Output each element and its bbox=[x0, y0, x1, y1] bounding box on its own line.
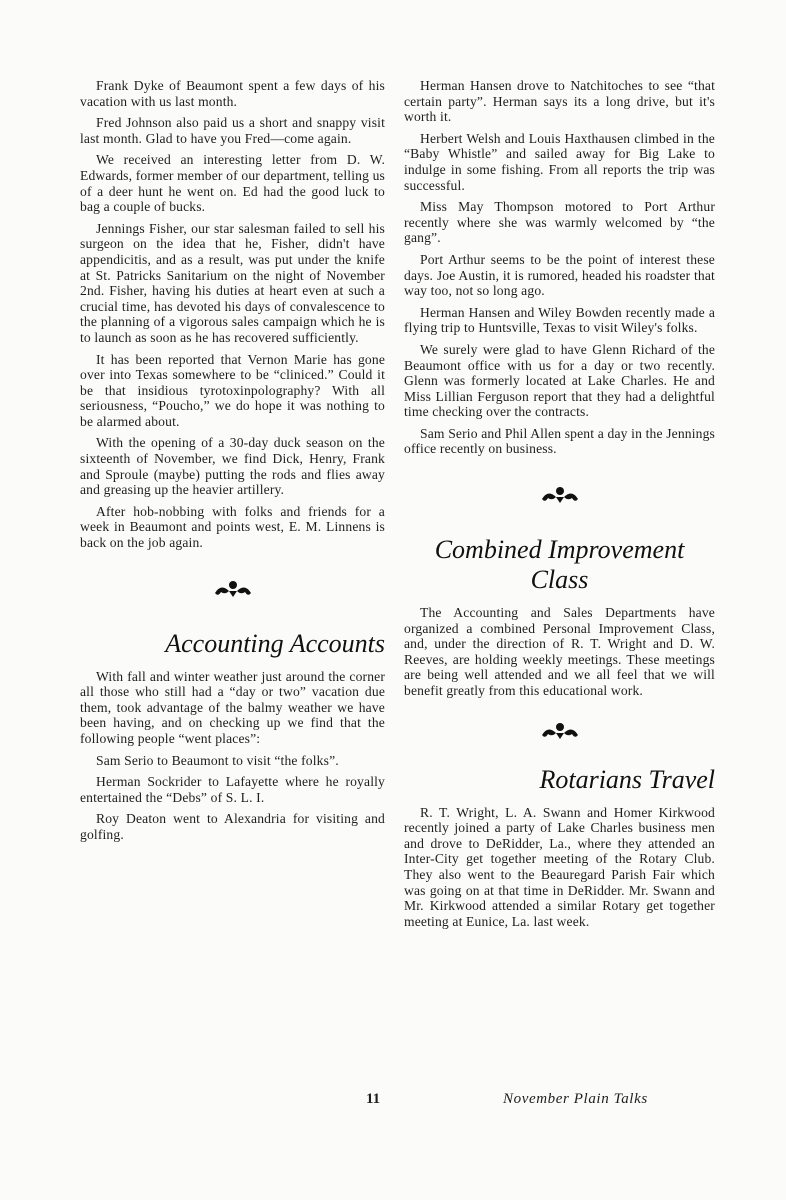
page-number: 11 bbox=[366, 1091, 381, 1107]
paragraph: After hob-nobbing with folks and friends for a week in Beaumont and points west, E. M. Linnens is back on the job again. bbox=[80, 503, 385, 551]
publication-title: November Plain Talks bbox=[503, 1091, 648, 1107]
accounting-accounts-article bbox=[80, 669, 385, 849]
paragraph: We surely were glad to have Glenn Richard of the Beaumont office with us for a day or two recently. Glenn was formerly located at Lake Charles. He and Miss Lillian Ferguson report that they had a delightful time checking over the contracts. bbox=[404, 341, 715, 420]
section-heading-rotarians-travel: Rotarians Travel bbox=[539, 764, 715, 794]
paragraph: Fred Johnson also paid us a short and snappy visit last month. Glad to have you Fred—come again. bbox=[80, 115, 385, 146]
section-heading-combined-improvement-class: Combined Improvement Class bbox=[434, 535, 685, 595]
paragraph: R. T. Wright, L. A. Swann and Homer Kirkwood recently joined a party of Lake Charles business men and drove to DeRidder, La., where they attended an Inter-City get together meeting of the Rotary Club. They also went to the Beauregard Parish Fair which was going on at that time in DeRidder. Mr. Swann and Mr. Kirkwood attended a similar Rotary get together meeting at Eunice, La. last week. bbox=[404, 804, 715, 929]
paragraph: Frank Dyke of Beaumont spent a few days of his vacation with us last month. bbox=[80, 78, 385, 109]
paragraph: Sam Serio and Phil Allen spent a day in the Jennings office recently on business. bbox=[404, 425, 715, 457]
ornament-icon bbox=[540, 721, 580, 741]
paragraph: Jennings Fisher, our star salesman failed to sell his surgeon on the idea that he, Fisher, didn't have appendicitis, and as a result, was put under the knife at St. Patricks Sanitarium on the night of November 2nd. Fisher, having his duties at heart even at such a crucial time, has devoted his days of convalescence to the planning of a vigorous sales campaign which he is to launch as soon as he has recovered sufficiently. bbox=[80, 220, 385, 345]
right-column bbox=[404, 78, 715, 935]
combined-improvement-class-article bbox=[404, 605, 715, 705]
paragraph: Herman Sockrider to Lafayette where he royally entertained the “Debs” of S. L. I. bbox=[80, 774, 385, 805]
paragraph: With fall and winter weather just around the corner all those who still had a “day or two” vacation due them, took advantage of the balmy weather we have been having, and on checking up we find that the following people “went places”: bbox=[80, 668, 385, 746]
left-top-articles bbox=[80, 78, 385, 557]
paragraph: The Accounting and Sales Departments have organized a combined Personal Improvement Class, and, under the direction of R. T. Wright and D. W. Reeves, are holding weekly meetings. These meetings are being well attended and we all feel that we will benefit greatly from this educational work. bbox=[404, 605, 715, 699]
paragraph: We received an interesting letter from D. W. Edwards, former member of our department, telling us of a deer hunt he went on. Ed had the good luck to bag a couple of bucks. bbox=[80, 152, 385, 215]
paragraph: With the opening of a 30-day duck season on the sixteenth of November, we find Dick, Henry, Frank and Sproule (maybe) putting the rods and flies away and greasing up the heavier artillery. bbox=[80, 435, 385, 498]
ornament-icon bbox=[540, 485, 580, 505]
paragraph: Herman Hansen and Wiley Bowden recently made a flying trip to Huntsville, Texas to visit Wiley's folks. bbox=[404, 304, 715, 336]
rotarians-travel-article bbox=[404, 805, 715, 936]
paragraph: Miss May Thompson motored to Port Arthur recently where she was warmly welcomed by “the gang”. bbox=[404, 199, 715, 246]
paragraph: It has been reported that Vernon Marie has gone over into Texas somewhere to be “cliniced.” Could it be that insidious tyrotoxinpolography? With all seriousness, “Poucho,” we do hope it was nothing to be alarmed about. bbox=[80, 351, 385, 429]
left-column bbox=[80, 78, 385, 849]
right-top-articles bbox=[404, 78, 715, 463]
paragraph: Roy Deaton went to Alexandria for visiting and golfing. bbox=[80, 811, 385, 842]
paragraph: Herbert Welsh and Louis Haxthausen climbed in the “Baby Whistle” and sailed away for Big Lake to indulge in some fishing. From all reports the trip was successful. bbox=[404, 130, 715, 193]
paragraph: Sam Serio to Beaumont to visit “the folks”. bbox=[96, 752, 339, 768]
section-heading-accounting-accounts: Accounting Accounts bbox=[165, 628, 385, 658]
ornament-icon bbox=[213, 579, 253, 599]
paragraph: Port Arthur seems to be the point of interest these days. Joe Austin, it is rumored, headed his roadster that way too, not so long ago. bbox=[404, 251, 715, 299]
paragraph: Herman Hansen drove to Natchitoches to see “that certain party”. Herman says its a long drive, but it's worth it. bbox=[404, 78, 715, 125]
